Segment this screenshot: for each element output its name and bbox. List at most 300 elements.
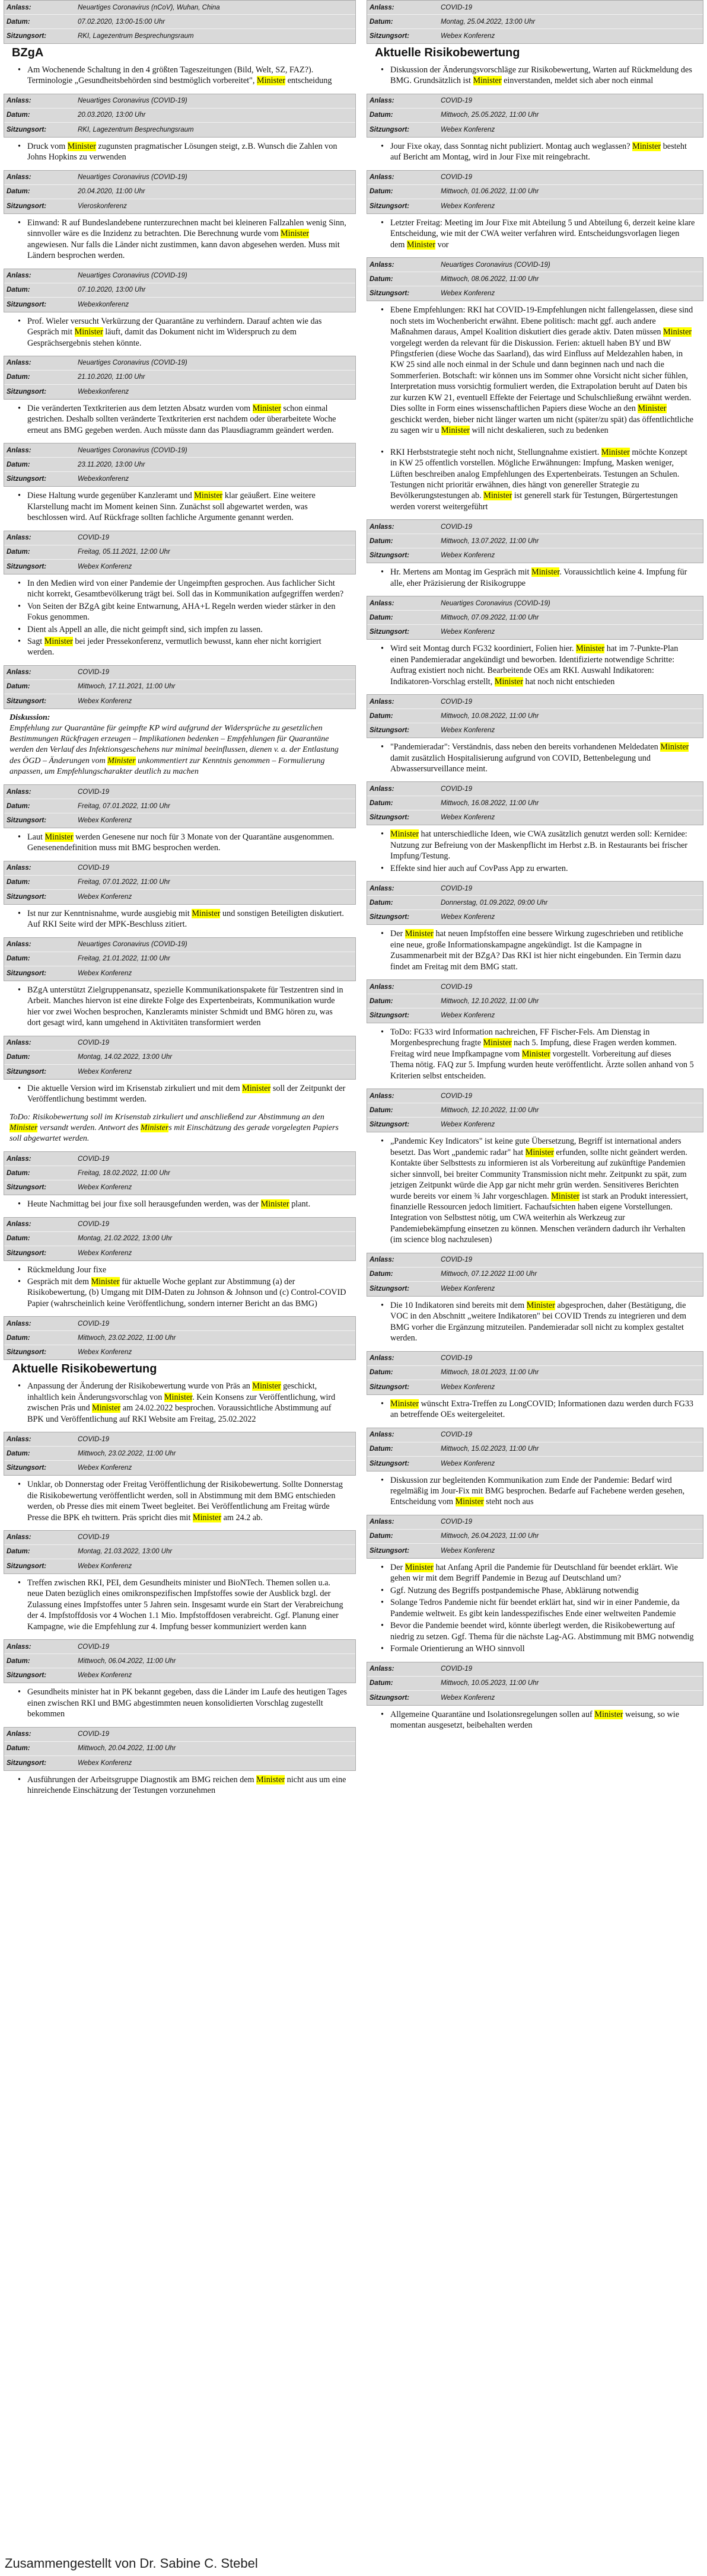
minister-highlight: Minister [390,1399,419,1409]
meta-label-datum: Datum: [370,1369,393,1377]
meta-value-anlass: COVID-19 [78,864,110,872]
meta-value-datum: 23.11.2020, 13:00 Uhr [78,461,145,468]
meta-label-anlass: Anlass: [370,1665,394,1673]
todo-note: ToDo: Risikobewertung soll im Krisenstab zirkuliert und anschließend zur Abstimmung an den Minister versandt werden. Antwort des Ministers mit Einschätzung des gerade vorgelegten Papiers soll abgewartet werden. [9,1112,339,1143]
meta-label-anlass: Anlass: [370,1355,394,1362]
meta-value-datum: Mittwoch, 25.05.2022, 11:00 Uhr [441,111,539,119]
meta-table [4,94,356,138]
meta-row-anlass [4,861,355,876]
entry-body [4,1574,356,1636]
meta-value-sitzungsort: Webex Konferenz [78,1349,132,1356]
meta-row-datum [4,1331,355,1345]
bullet-text: • Bevor die Pandemie beendet wird, könnte überlegt werden, die Risikobewertung auf niedrig zu setzen. Ggf. Thema für die nächste Lag-AG. Abstimmung mit BMG notwendig [390,1620,695,1642]
meta-label-sitzungsort: Sitzungsort: [7,563,47,570]
minister-highlight: Minister [256,76,286,86]
minister-highlight: Minister [193,1512,222,1522]
meta-row-sitzungsort [4,1756,355,1770]
minister-highlight: Minister [44,636,73,646]
meta-label-datum: Datum: [370,899,393,906]
meta-row-sitzungsort [367,1282,703,1296]
meta-row-sitzungsort [367,548,703,563]
meta-row-sitzungsort [4,1180,355,1195]
meta-value-anlass: Neuartiges Coronavirus (nCoV), Wuhan, China [78,4,220,11]
minister-highlight: Minister [473,76,502,86]
meta-label-sitzungsort: Sitzungsort: [370,552,410,560]
meta-row-datum [4,108,355,123]
meta-label-datum: Datum: [370,712,393,720]
meta-row-sitzungsort [367,1380,703,1394]
meta-table [367,94,703,138]
entry-body [4,981,356,1032]
minister-highlight: Minister [74,327,103,337]
minister-highlight: Minister [405,929,434,939]
protocol-entry [367,443,703,516]
bullet-text: • Treffen zwischen RKI, PEI, dem Gesundheits minister und BioNTech. Themen sollen u.a. neue Daten bezüglich eines omikronspezifischen Impfstoffes sowie der Ausblick bzgl. der Zulassung eines Impfstoffes unter 5 Jahren sein. Insgesamt wurde ein Start der Verabreichung der 4. Impfstoffdosis vor 4 Wochen 1.1 Mio. Impfstoffdosen verabreicht. Ggf. Planung einer Kampagne, wie die Empfehlung zur 4. Impfung besser kommuniziert werden kann [27,1578,348,1632]
meta-label-anlass: Anlass: [7,1320,31,1327]
meta-label-datum: Datum: [370,111,393,119]
meta-value-anlass: COVID-19 [441,983,473,991]
meta-row-anlass [4,666,355,680]
meta-label-datum: Datum: [7,955,30,963]
entry-body [367,1297,703,1348]
meta-row-datum [367,108,703,123]
meta-table [367,0,703,44]
meta-label-anlass: Anlass: [7,864,31,872]
meta-row-datum [4,283,355,298]
meta-row-sitzungsort [4,385,355,399]
meta-label-sitzungsort: Sitzungsort: [7,126,47,133]
meta-value-anlass: COVID-19 [441,523,473,531]
meta-row-anlass [367,596,703,611]
meta-value-anlass: COVID-19 [441,4,473,11]
meta-table [367,1253,703,1297]
meta-label-anlass: Anlass: [7,1534,31,1541]
meta-row-datum [367,1103,703,1118]
minister-highlight: Minister [192,908,221,918]
entry-body [367,640,703,691]
meta-label-datum: Datum: [7,1450,30,1457]
meta-label-anlass: Anlass: [370,174,394,181]
meta-row-datum [367,272,703,286]
meta-value-anlass: COVID-19 [441,1665,473,1673]
meta-row-sitzungsort [367,1691,703,1705]
meta-value-anlass: COVID-19 [78,1435,110,1443]
meta-table [4,1151,356,1195]
meta-row-sitzungsort [367,286,703,301]
meta-label-anlass: Anlass: [370,885,394,892]
meta-value-datum: Mittwoch, 07.09.2022, 11:00 Uhr [441,614,539,621]
meta-value-sitzungsort: RKI, Lagezentrum Besprechungsraum [78,33,194,40]
meta-value-datum: Mittwoch, 07.12.2022 11:00 Uhr [441,1271,537,1278]
meta-value-anlass: COVID-19 [78,669,110,676]
meta-label-datum: Datum: [370,614,393,621]
entry-body [4,1080,356,1109]
meta-label-sitzungsort: Sitzungsort: [370,1460,410,1467]
meta-row-anlass [4,531,355,545]
meta-row-datum [367,185,703,199]
bullet-text: • Die aktuelle Version wird im Krisenstab zirkuliert und mit dem Minister soll der Zeitpunkt der Veröffentlichung bestimmt werden. [27,1083,348,1105]
bullet-text: • Wird seit Montag durch FG32 koordiniert, Folien hier. Minister hat im 7-Punkte-Plan einen Pandemieradar angekündigt und beworben. Identifizierte notwendige Schritte: Auftrag existiert noch nicht. Bearbeitende OEs am RKI. Auswahl Indikatoren: Indikatoren-Vorschlag erstellt, Minister hat noch nicht entschieden [390,643,695,687]
entry-body [367,138,703,167]
entry-body [367,825,703,877]
meta-row-datum [367,896,703,910]
meta-row-datum [4,1742,355,1756]
meta-row-sitzungsort [4,890,355,904]
meta-value-anlass: COVID-19 [78,1731,110,1738]
meta-row-anlass [367,1,703,15]
meta-row-datum [4,1051,355,1065]
meta-row-sitzungsort [367,1008,703,1023]
bullet-text: • Dient als Appell an alle, die nicht geimpft sind, sich impfen zu lassen. [27,624,348,635]
meta-row-anlass [4,1640,355,1654]
protocol-entry [4,269,356,352]
meta-value-sitzungsort: Webex Konferenz [78,817,132,824]
meta-label-anlass: Anlass: [370,1431,394,1439]
meta-value-anlass: COVID-19 [441,1518,473,1526]
meta-label-sitzungsort: Sitzungsort: [370,1285,410,1292]
meta-label-sitzungsort: Sitzungsort: [7,697,47,705]
minister-highlight: Minister [638,404,667,414]
meta-value-sitzungsort: Webex Konferenz [441,1694,495,1702]
meta-label-anlass: Anlass: [7,174,31,181]
bullet-text: • Die 10 Indikatoren sind bereits mit dem Minister abgesprochen, daher (Bestätigung, die VOC in den Abschnitt „weitere Indikatoren" bei COVID Trends zu integrieren und dem BMG vorher die Ergänzung mitzuteilen. Pandemieradar soll nicht zu komplex gestaltet werden. [390,1300,695,1344]
entry-body [367,1395,703,1424]
meta-value-anlass: Neuartiges Coronavirus (COVID-19) [78,446,187,454]
meta-label-sitzungsort: Sitzungsort: [7,1068,47,1075]
meta-value-anlass: COVID-19 [78,1643,110,1651]
meta-row-datum [4,458,355,472]
meta-value-anlass: Neuartiges Coronavirus (COVID-19) [441,599,550,607]
protocol-entry [367,596,703,691]
bullet-text: • Von Seiten der BZgA gibt keine Entwarnung, AHA+L Regeln werden wieder stärker in den Fokus genommen. [27,601,348,623]
protocol-entry [4,0,356,90]
meta-row-datum [367,994,703,1008]
discussion-label: Diskussion: [9,713,50,722]
meta-row-anlass [4,1,355,15]
meta-label-anlass: Anlass: [7,788,31,796]
meta-label-datum: Datum: [370,1533,393,1540]
meta-label-anlass: Anlass: [370,1256,394,1264]
meta-label-anlass: Anlass: [7,1435,31,1443]
meta-label-sitzungsort: Sitzungsort: [370,290,410,298]
protocol-entry [4,1639,356,1723]
meta-label-sitzungsort: Sitzungsort: [7,475,47,483]
bullet-text: • Ausführungen der Arbeitsgruppe Diagnostik am BMG reichen dem Minister nicht aus um eine hinreichende Einschätzung der Testungen vorzunehmen [27,1774,348,1796]
meta-value-sitzungsort: Webex Konferenz [441,126,495,133]
meta-value-anlass: COVID-19 [441,785,473,793]
protocol-entry [4,531,356,662]
meta-row-sitzungsort [4,813,355,828]
meta-row-anlass [367,882,703,896]
meta-row-datum [4,952,355,966]
meta-row-sitzungsort [367,625,703,639]
bullet-text: • Prof. Wieler versucht Verkürzung der Quarantäne zu verhindern. Darauf achten wie das Gespräch mit Minister läuft, damit das Dokument nicht im Widerspruch zu dem Gesprächsergebnis stehen könnte. [27,316,348,349]
meta-value-anlass: COVID-19 [441,1355,473,1362]
meta-value-sitzungsort: Webex Konferenz [441,1547,495,1554]
meta-table [4,269,356,312]
entry-body [367,1023,703,1085]
entry-body [4,61,356,90]
bullet-text: • Rückmeldung Jour fixe [27,1265,348,1275]
meta-value-anlass: COVID-19 [78,1534,110,1541]
meta-value-datum: Mittwoch, 10.08.2022, 11:00 Uhr [441,712,539,720]
meta-row-anlass [4,1432,355,1447]
footer-credit: Zusammengestellt von Dr. Sabine C. Stebel [5,2556,258,2571]
meta-label-anlass: Anlass: [7,1731,31,1738]
meta-value-sitzungsort: Vieroskonferenz [78,202,127,210]
protocol-entry [4,1316,356,1428]
meta-label-anlass: Anlass: [370,599,394,607]
meta-row-anlass [4,269,355,283]
meta-value-datum: Mittwoch, 15.02.2023, 11:00 Uhr [441,1445,539,1453]
meta-label-datum: Datum: [370,1271,393,1278]
protocol-entry [4,1727,356,1800]
meta-row-anlass [367,1428,703,1442]
minister-highlight: Minister [242,1083,271,1093]
meta-value-anlass: COVID-19 [78,788,110,796]
meta-value-datum: Mittwoch, 18.01.2023, 11:00 Uhr [441,1369,539,1377]
meta-table [4,0,356,44]
meta-value-sitzungsort: Webex Konferenz [78,1464,132,1472]
meta-label-anlass: Anlass: [7,4,31,11]
meta-table [4,861,356,905]
meta-label-datum: Datum: [7,18,30,25]
meta-row-sitzungsort [4,1461,355,1475]
meta-row-datum [4,799,355,813]
meta-row-datum [367,534,703,548]
meta-table [4,1316,356,1360]
meta-label-sitzungsort: Sitzungsort: [370,1121,410,1129]
entry-body [4,487,356,526]
meta-value-datum: Mittwoch, 12.10.2022, 11:00 Uhr [441,1106,539,1114]
meta-table [367,881,703,925]
meta-value-sitzungsort: Webex Konferenz [441,202,495,210]
protocol-entry [367,1253,703,1348]
meta-label-sitzungsort: Sitzungsort: [370,126,410,133]
meta-row-anlass [4,938,355,952]
meta-row-sitzungsort [4,1668,355,1683]
protocol-entry [4,443,356,526]
section-heading: Aktuelle Risikobewertung [375,46,520,59]
meta-row-anlass [4,785,355,799]
bullet-text: • „Pandemic Key Indicators" ist keine gute Übersetzung, Begriff ist international anders besetzt. Das Wort „pandemic radar" hat Minister erfunden, sollte nicht geändert werden. Kontakte über Selbsttests zu informieren ist als Vorbereitung auf zukünftige Pandemien sicher sinnvoll, bei breiter Community Transmission nicht mehr. Zeitpunkt zu spät, zum jetzigen Zeitpunkt würde die App gar nicht mehr grün werden. Sensitiveres Berichten wurde bereits vor einem ¾ Jahr vorgeschlagen. Minister ist stark an Produkt interessiert, finanzielle Ressourcen jedoch limitiert. Fachaufsichten haben eigene Vorstellungen. Integration von Selbsttest nötig, um CWA weiterhin als Werkzeug zur Pandemiebekämpfung einsetzen zu können. Menschen verändern dadurch ihr Verhalten (im science blog nachzulesen) [390,1136,695,1246]
minister-highlight: Minister [91,1277,120,1287]
meta-value-sitzungsort: Webex Konferenz [441,628,495,636]
meta-table [4,531,356,574]
meta-table [367,1515,703,1559]
meta-row-anlass [4,94,355,108]
meta-value-datum: Mittwoch, 10.05.2023, 11:00 Uhr [441,1680,539,1687]
meta-row-datum [4,371,355,385]
meta-table [367,979,703,1023]
meta-label-anlass: Anlass: [370,983,394,991]
bullet-text: • BZgA unterstützt Zielgruppenansatz, spezielle Kommunikationspakete für Testzentren sind in Arbeit. Manches hiervon ist eine direkte Folge des Expertenbeirats, Kommunikation wurde hier vor zwei Wochen besprochen, Kanzleramts minister Schmidt und BMG hören zu, was dort gesagt wird, kann umgehend in Aktivitäten transformiert werden [27,985,348,1029]
meta-label-anlass: Anlass: [370,1518,394,1526]
meta-row-anlass [367,695,703,709]
meta-label-anlass: Anlass: [7,359,31,367]
meta-row-anlass [4,443,355,458]
meta-value-datum: 07.10.2020, 13:00 Uhr [78,286,146,294]
protocol-entry [4,665,356,781]
meta-row-sitzungsort [4,1559,355,1573]
protocol-entry [4,356,356,439]
entry-body [4,214,356,265]
meta-row-sitzungsort [4,560,355,574]
meta-label-datum: Datum: [370,997,393,1005]
bullet-text: • "Pandemieradar": Verständnis, dass neben den bereits vorhandenen Meldedaten Minister damit zusätzlich Hospitalisierung aufgrund von COVID, Bettenbelegung und Abwassersurveillance meint. [390,742,695,774]
meta-row-datum [4,680,355,694]
minister-highlight: Minister [551,1191,580,1201]
meta-value-datum: Freitag, 18.02.2022, 11:00 Uhr [78,1169,170,1177]
meta-label-sitzungsort: Sitzungsort: [7,1184,47,1192]
meta-value-anlass: COVID-19 [78,1320,110,1327]
meta-row-sitzungsort [367,29,703,43]
meta-label-sitzungsort: Sitzungsort: [370,914,410,921]
meta-label-sitzungsort: Sitzungsort: [370,33,410,40]
protocol-entry [367,94,703,167]
protocol-entry [367,519,703,592]
meta-label-sitzungsort: Sitzungsort: [370,1383,410,1391]
minister-highlight: Minister [164,1392,193,1402]
protocol-entry [4,170,356,265]
meta-table [4,665,356,709]
meta-label-datum: Datum: [370,188,393,196]
protocol-entry [367,257,703,439]
bullet-text: • Minister wünscht Extra-Treffen zu LongCOVID; Informationen dazu werden durch FG33 an betreffende OEs weitergeleitet. [390,1399,695,1421]
meta-label-datum: Datum: [370,1445,393,1453]
meta-value-sitzungsort: RKI, Lagezentrum Besprechungsraum [78,126,194,133]
meta-table [4,356,356,400]
meta-row-datum [367,709,703,723]
meta-value-sitzungsort: Webex Konferenz [441,814,495,822]
meta-value-datum: Mittwoch, 23.02.2022, 11:00 Uhr [78,1334,176,1342]
entry-body [4,138,356,167]
meta-row-anlass [367,1253,703,1268]
meta-label-sitzungsort: Sitzungsort: [7,1249,47,1257]
meta-row-datum [4,1166,355,1180]
minister-highlight: Minister [390,829,419,839]
meta-label-anlass: Anlass: [7,1039,31,1047]
meta-value-anlass: COVID-19 [441,885,473,892]
protocol-entry [4,1036,356,1148]
bullet-text: • Sagt Minister bei jeder Pressekonferenz, vermutlich bewusst, kann eher nicht korrigiert werden. [27,636,348,658]
bullet-text: • Diskussion der Änderungsvorschläge zur Risikobewertung, Warten auf Rückmeldung des BMG. Grundsätzlich ist Minister einverstanden, meldet sich aber noch einmal [390,65,695,87]
meta-value-datum: Mittwoch, 08.06.2022, 11:00 Uhr [441,275,539,283]
minister-highlight: Minister [406,240,436,250]
protocol-entry [367,881,703,976]
meta-label-datum: Datum: [370,18,393,25]
entry-body [367,563,703,592]
meta-label-sitzungsort: Sitzungsort: [370,814,410,822]
meta-value-anlass: Neuartiges Coronavirus (COVID-19) [441,261,550,269]
entry-body [367,1706,703,1735]
meta-label-sitzungsort: Sitzungsort: [7,969,47,977]
meta-table [367,596,703,640]
meta-row-datum [4,1654,355,1668]
meta-label-sitzungsort: Sitzungsort: [7,1562,47,1570]
entry-body [4,1771,356,1800]
bullet-text: • RKI Herbststrategie steht noch nicht, Stellungnahme existiert. Minister möchte Konzept in KW 25 offentlich vorstellen. Mögliche Erwähnungen: Impfung, Masken weniger, Lüften beschreiben analog Empfehlungen des Expertenbeirats. Testungen an Schulen. Testungen nicht prioritär erwähnen, dies hängt von genereller Strategie zu Bevölkerungstestungen ab. Minister ist generell stark für Testungen, Bürgertestungen werden vorerst weitergeführt [390,447,695,513]
meta-value-anlass: COVID-19 [441,174,473,181]
minister-highlight: Minister [663,327,692,337]
meta-label-datum: Datum: [7,1548,30,1556]
meta-label-anlass: Anlass: [7,1221,31,1228]
meta-table [4,1036,356,1080]
meta-label-datum: Datum: [7,548,30,556]
minister-highlight: Minister [455,1497,484,1507]
meta-label-anlass: Anlass: [7,941,31,949]
meta-value-anlass: COVID-19 [78,1221,110,1228]
meta-table [4,937,356,981]
meta-label-datum: Datum: [7,461,30,468]
entry-body [4,574,356,662]
meta-label-sitzungsort: Sitzungsort: [7,388,47,395]
meta-label-datum: Datum: [370,537,393,545]
meta-table [367,1089,703,1132]
meta-row-anlass [367,980,703,994]
left-column [4,0,356,2549]
meta-value-sitzungsort: Webex Konferenz [78,1672,132,1680]
meta-row-anlass [4,171,355,185]
meta-label-anlass: Anlass: [370,261,394,269]
entry-body [4,400,356,439]
meta-table [4,1217,356,1261]
meta-value-datum: 07.02.2020, 13:00-15:00 Uhr [78,18,165,25]
meta-row-sitzungsort [4,472,355,486]
minister-highlight: Minister [194,491,223,501]
meta-value-sitzungsort: Webex Konferenz [441,727,495,735]
meta-label-sitzungsort: Sitzungsort: [7,202,47,210]
minister-highlight: Minister [494,676,523,687]
meta-value-datum: Montag, 21.03.2022, 13:00 Uhr [78,1548,173,1556]
meta-value-anlass: COVID-19 [441,97,473,105]
meta-row-sitzungsort [367,810,703,825]
meta-row-anlass [4,1531,355,1545]
meta-value-sitzungsort: Webex Konferenz [78,893,132,901]
meta-row-anlass [367,94,703,108]
bullet-text: • Gespräch mit dem Minister für aktuelle Woche geplant zur Abstimmung (a) der Risikobewertung, (b) Umgang mit DIM-Daten zu Johnson & Johnson und (c) Control-COVID Papier (wahrscheinlich keine Veröffentlichung, sondern interner Bericht an das BMG) [27,1276,348,1309]
meta-row-sitzungsort [4,1246,355,1260]
bullet-text: • Diese Haltung wurde gegenüber Kanzleramt und Minister klar geäußert. Eine weitere Klarstellung macht im Moment keinen Sinn. Zunächst soll abgewartet werden, was beschlossen wird. Auf Rückfrage sollten fachliche Argumente genannt werden. [27,490,348,523]
meta-row-sitzungsort [4,199,355,213]
meta-label-anlass: Anlass: [7,97,31,105]
meta-row-anlass [367,1352,703,1366]
bullet-text: • Ggf. Nutzung des Begriffs postpandemische Phase, Abklärung notwendig [390,1585,695,1596]
entry-body [367,214,703,254]
meta-row-sitzungsort [4,966,355,981]
meta-row-datum [367,1530,703,1544]
meta-value-sitzungsort: Webex Konferenz [78,1249,132,1257]
protocol-entry [367,1662,703,1735]
meta-value-datum: Mittwoch, 13.07.2022, 11:00 Uhr [441,537,539,545]
meta-value-datum: Mittwoch, 06.04.2022, 11:00 Uhr [78,1657,176,1665]
meta-table [367,170,703,214]
meta-label-datum: Datum: [7,1657,30,1665]
meta-table [4,443,356,487]
meta-row-datum [4,1545,355,1559]
meta-value-sitzungsort: Webexkonferenz [78,475,129,483]
bullet-text: • Allgemeine Quarantäne und Isolationsregelungen sollen auf Minister weisung, so wie momentan ausgesetzt, beibehalten werden [390,1709,695,1731]
minister-highlight: Minister [441,426,470,436]
meta-value-anlass: COVID-19 [441,1256,473,1264]
section-heading: Aktuelle Risikobewertung [12,1362,157,1376]
bullet-text: • Heute Nachmittag bei jour fixe soll herausgefunden werden, was der Minister plant. [27,1199,348,1209]
minister-highlight: Minister [525,1147,554,1157]
meta-label-anlass: Anlass: [7,669,31,676]
meta-row-datum [367,611,703,625]
bullet-text: • Anpassung der Änderung der Risikobewertung wurde von Präs an Minister geschickt, inhaltlich kein Änderungsvorschlag von Minister. Kein Konsens zur Veröffentlichung, wird zwischen Präs und Minister am 24.02.2022 besprochen. Voraussichtliche Abstimmung auf BPK und Veröffentlichung auf RKI Website am Freitag, 25.02.2022 [27,1381,348,1425]
meta-label-datum: Datum: [7,683,30,691]
